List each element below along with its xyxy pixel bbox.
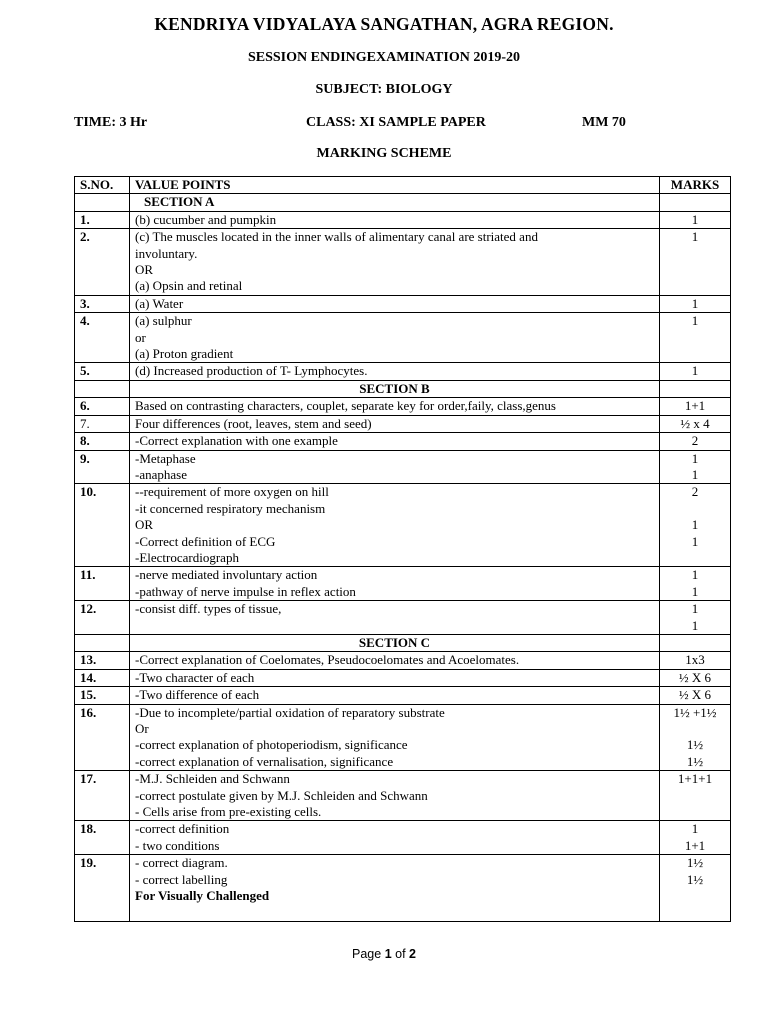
value-point-line <box>135 618 654 634</box>
footer-page: 1 <box>384 947 392 961</box>
row-number: 18. <box>75 821 130 855</box>
page-footer <box>0 947 768 961</box>
marks-value: 1 <box>691 466 699 482</box>
value-point-line: - correct labelling <box>135 871 228 887</box>
table-row <box>75 855 731 922</box>
value-points-cell <box>130 601 660 635</box>
marks-value: 1+1+1 <box>677 771 713 787</box>
row-number: 7. <box>75 415 130 432</box>
value-point-line: -Correct explanation with one example <box>135 433 338 449</box>
marks-cell <box>660 771 731 821</box>
value-point-line: - two conditions <box>135 837 220 853</box>
table-row <box>75 704 731 771</box>
row-number: 6. <box>75 398 130 415</box>
marks-value: 1½ <box>686 737 704 753</box>
value-point-line: -it concerned respiratory mechanism <box>135 500 326 516</box>
value-point-line: For Visually Challenged <box>135 888 270 904</box>
value-point-line: -Two character of each <box>135 669 255 685</box>
value-point-line: --requirement of more oxygen on hill <box>135 484 329 500</box>
marks-value: ½ x 4 <box>680 415 710 431</box>
marks-value: 1 <box>691 211 699 227</box>
section-row <box>75 634 731 651</box>
marks-value: ½ X 6 <box>678 669 712 685</box>
table-header-row <box>75 177 731 194</box>
value-point-line: Four differences (root, leaves, stem and seed) <box>135 415 372 431</box>
value-points-cell <box>130 652 660 669</box>
marks-value <box>665 888 725 904</box>
row-number: 14. <box>75 669 130 686</box>
section-marks-cell <box>660 380 731 397</box>
section-sno-cell <box>75 194 130 211</box>
value-point-line: - correct diagram. <box>135 855 228 871</box>
marks-value <box>665 550 725 566</box>
value-point-line: -M.J. Schleiden and Schwann <box>135 771 290 787</box>
row-number: 2. <box>75 229 130 296</box>
marking-table <box>74 176 731 922</box>
value-points-cell <box>130 567 660 601</box>
marks-cell <box>660 433 731 450</box>
section-marks-cell <box>660 634 731 651</box>
table-row <box>75 821 731 855</box>
row-number: 12. <box>75 601 130 635</box>
marks-value: 2 <box>691 433 699 449</box>
value-point-line: -correct explanation of vernalisation, significance <box>135 753 394 769</box>
value-point-line: OR <box>135 517 154 533</box>
row-number: 15. <box>75 687 130 704</box>
value-point-line: -Correct explanation of Coelomates, Pseudocoelomates and Acoelomates. <box>135 652 520 668</box>
col-value-header: VALUE POINTS <box>130 177 660 194</box>
value-point-line: -Metaphase <box>135 450 196 466</box>
row-number: 5. <box>75 363 130 380</box>
marks-value: 1 <box>691 295 699 311</box>
marks-cell <box>660 652 731 669</box>
row-number: 13. <box>75 652 130 669</box>
value-points-cell <box>130 433 660 450</box>
value-point-line: -pathway of nerve impulse in reflex action <box>135 583 356 599</box>
table-row <box>75 567 731 601</box>
table-row <box>75 211 731 228</box>
section-heading: SECTION A <box>130 194 660 211</box>
table-row <box>75 669 731 686</box>
marks-value: ½ X 6 <box>678 687 712 703</box>
col-sno-header: S.NO. <box>75 177 130 194</box>
value-points-cell <box>130 687 660 704</box>
marks-cell <box>660 295 731 312</box>
marks-value: 1 <box>691 450 699 466</box>
marks-value: 1 <box>691 583 699 599</box>
value-point-line: -anaphase <box>135 466 187 482</box>
value-points-cell <box>130 855 660 922</box>
marks-value: 1 <box>691 617 699 633</box>
value-points-cell <box>130 484 660 567</box>
row-number: 8. <box>75 433 130 450</box>
subject-heading: SUBJECT: BIOLOGY <box>315 82 453 97</box>
section-row <box>75 194 731 211</box>
value-point-line: involuntary. <box>135 245 198 261</box>
row-number: 9. <box>75 450 130 484</box>
value-point-line: (a) sulphur <box>135 313 192 329</box>
footer-prefix: Page <box>352 947 385 961</box>
marks-value <box>665 721 725 737</box>
value-points-cell <box>130 415 660 432</box>
marks-value: 1½ <box>686 753 704 769</box>
section-row <box>75 380 731 397</box>
marks-cell <box>660 415 731 432</box>
marks-value: 1 <box>691 229 699 245</box>
value-points-cell <box>130 704 660 771</box>
marks-value: 1½ <box>686 871 704 887</box>
table-row <box>75 771 731 821</box>
value-point-line: - Cells arise from pre-existing cells. <box>135 804 322 820</box>
max-marks-label: MM 70 <box>582 115 626 130</box>
section-sno-cell <box>75 634 130 651</box>
table-row <box>75 433 731 450</box>
marks-value: 1x3 <box>685 652 705 668</box>
marks-value: 1½ <box>686 855 704 871</box>
value-points-cell <box>130 211 660 228</box>
table-row <box>75 601 731 635</box>
footer-mid: of <box>391 947 410 961</box>
marks-cell <box>660 211 731 228</box>
section-marks-cell <box>660 194 731 211</box>
table-row <box>75 450 731 484</box>
value-point-line: OR <box>135 262 154 278</box>
value-point-line: Or <box>135 721 149 736</box>
row-number: 16. <box>75 704 130 771</box>
value-point-line: (a) Water <box>135 295 184 311</box>
marks-value: 1 <box>691 533 699 549</box>
value-point-line: (d) Increased production of T- Lymphocytes. <box>135 363 368 379</box>
value-point-line: -correct definition <box>135 821 230 837</box>
marking-scheme-heading: MARKING SCHEME <box>316 146 452 161</box>
value-points-cell <box>130 450 660 484</box>
row-number: 19. <box>75 855 130 922</box>
value-point-line: -Due to incomplete/partial oxidation of reparatory substrate <box>135 704 445 720</box>
table-row <box>75 363 731 380</box>
footer-total: 2 <box>409 947 416 961</box>
row-number: 10. <box>75 484 130 567</box>
time-label: TIME: 3 Hr <box>74 115 148 130</box>
value-point-line: -Electrocardiograph <box>135 549 239 565</box>
marks-value: 1 <box>691 313 699 329</box>
row-number: 4. <box>75 313 130 363</box>
marks-cell <box>660 687 731 704</box>
value-points-cell <box>130 295 660 312</box>
table-row <box>75 415 731 432</box>
value-point-line <box>135 904 654 920</box>
row-number: 3. <box>75 295 130 312</box>
value-point-line: Based on contrasting characters, couplet, separate key for order,faily, class,genus <box>135 398 556 414</box>
marks-cell <box>660 601 731 635</box>
table-row <box>75 398 731 415</box>
marks-cell <box>660 855 731 922</box>
table-row <box>75 484 731 567</box>
row-number: 11. <box>75 567 130 601</box>
row-number: 1. <box>75 211 130 228</box>
value-point-line: -correct postulate given by M.J. Schleiden and Schwann <box>135 787 428 803</box>
marks-cell <box>660 398 731 415</box>
table-row <box>75 652 731 669</box>
marks-cell <box>660 363 731 380</box>
marks-cell <box>660 484 731 567</box>
value-point-line: (c) The muscles located in the inner walls of alimentary canal are striated and <box>135 229 538 245</box>
class-label: CLASS: XI SAMPLE PAPER <box>306 115 486 130</box>
marks-cell <box>660 229 731 296</box>
marks-value: 1½ +1½ <box>673 704 717 720</box>
value-points-cell <box>130 821 660 855</box>
marks-cell <box>660 704 731 771</box>
value-point-line: (b) cucumber and pumpkin <box>135 211 277 227</box>
marks-cell <box>660 669 731 686</box>
table-row <box>75 313 731 363</box>
table-row <box>75 295 731 312</box>
value-points-cell <box>130 363 660 380</box>
marks-value: 2 <box>691 484 699 500</box>
marks-value: 1+1 <box>684 837 706 853</box>
marks-cell <box>660 821 731 855</box>
value-points-cell <box>130 771 660 821</box>
col-marks-header: MARKS <box>660 177 731 194</box>
value-point-line: -Correct definition of ECG <box>135 533 276 549</box>
table-row <box>75 229 731 296</box>
marks-cell <box>660 450 731 484</box>
value-point-line: -consist diff. types of tissue, <box>135 601 282 617</box>
marks-value: 1 <box>691 821 699 837</box>
value-points-cell <box>130 229 660 296</box>
section-sno-cell <box>75 380 130 397</box>
value-points-cell <box>130 313 660 363</box>
marks-value <box>665 501 725 517</box>
marks-value <box>665 788 725 804</box>
marks-value <box>665 804 725 820</box>
value-point-line: -Two difference of each <box>135 687 260 703</box>
marks-value: 1+1 <box>684 398 706 414</box>
table-row <box>75 687 731 704</box>
section-heading: SECTION C <box>130 634 660 651</box>
marks-value: 1 <box>691 517 699 533</box>
value-point-line: (a) Proton gradient <box>135 346 234 362</box>
page-title: KENDRIYA VIDYALAYA SANGATHAN, AGRA REGION. <box>154 14 614 34</box>
marks-value: 1 <box>691 601 699 617</box>
marks-value <box>665 904 725 920</box>
value-point-line: or <box>135 329 146 345</box>
marks-cell <box>660 567 731 601</box>
value-point-line: -correct explanation of photoperiodism, significance <box>135 737 408 753</box>
value-points-cell <box>130 398 660 415</box>
marks-value: 1 <box>691 363 699 379</box>
section-heading: SECTION B <box>130 380 660 397</box>
session-heading: SESSION ENDINGEXAMINATION 2019-20 <box>247 50 520 65</box>
value-point-line: (a) Opsin and retinal <box>135 278 243 294</box>
marks-value: 1 <box>691 567 699 583</box>
marks-cell <box>660 313 731 363</box>
row-number: 17. <box>75 771 130 821</box>
value-points-cell <box>130 669 660 686</box>
value-point-line: -nerve mediated involuntary action <box>135 567 318 583</box>
